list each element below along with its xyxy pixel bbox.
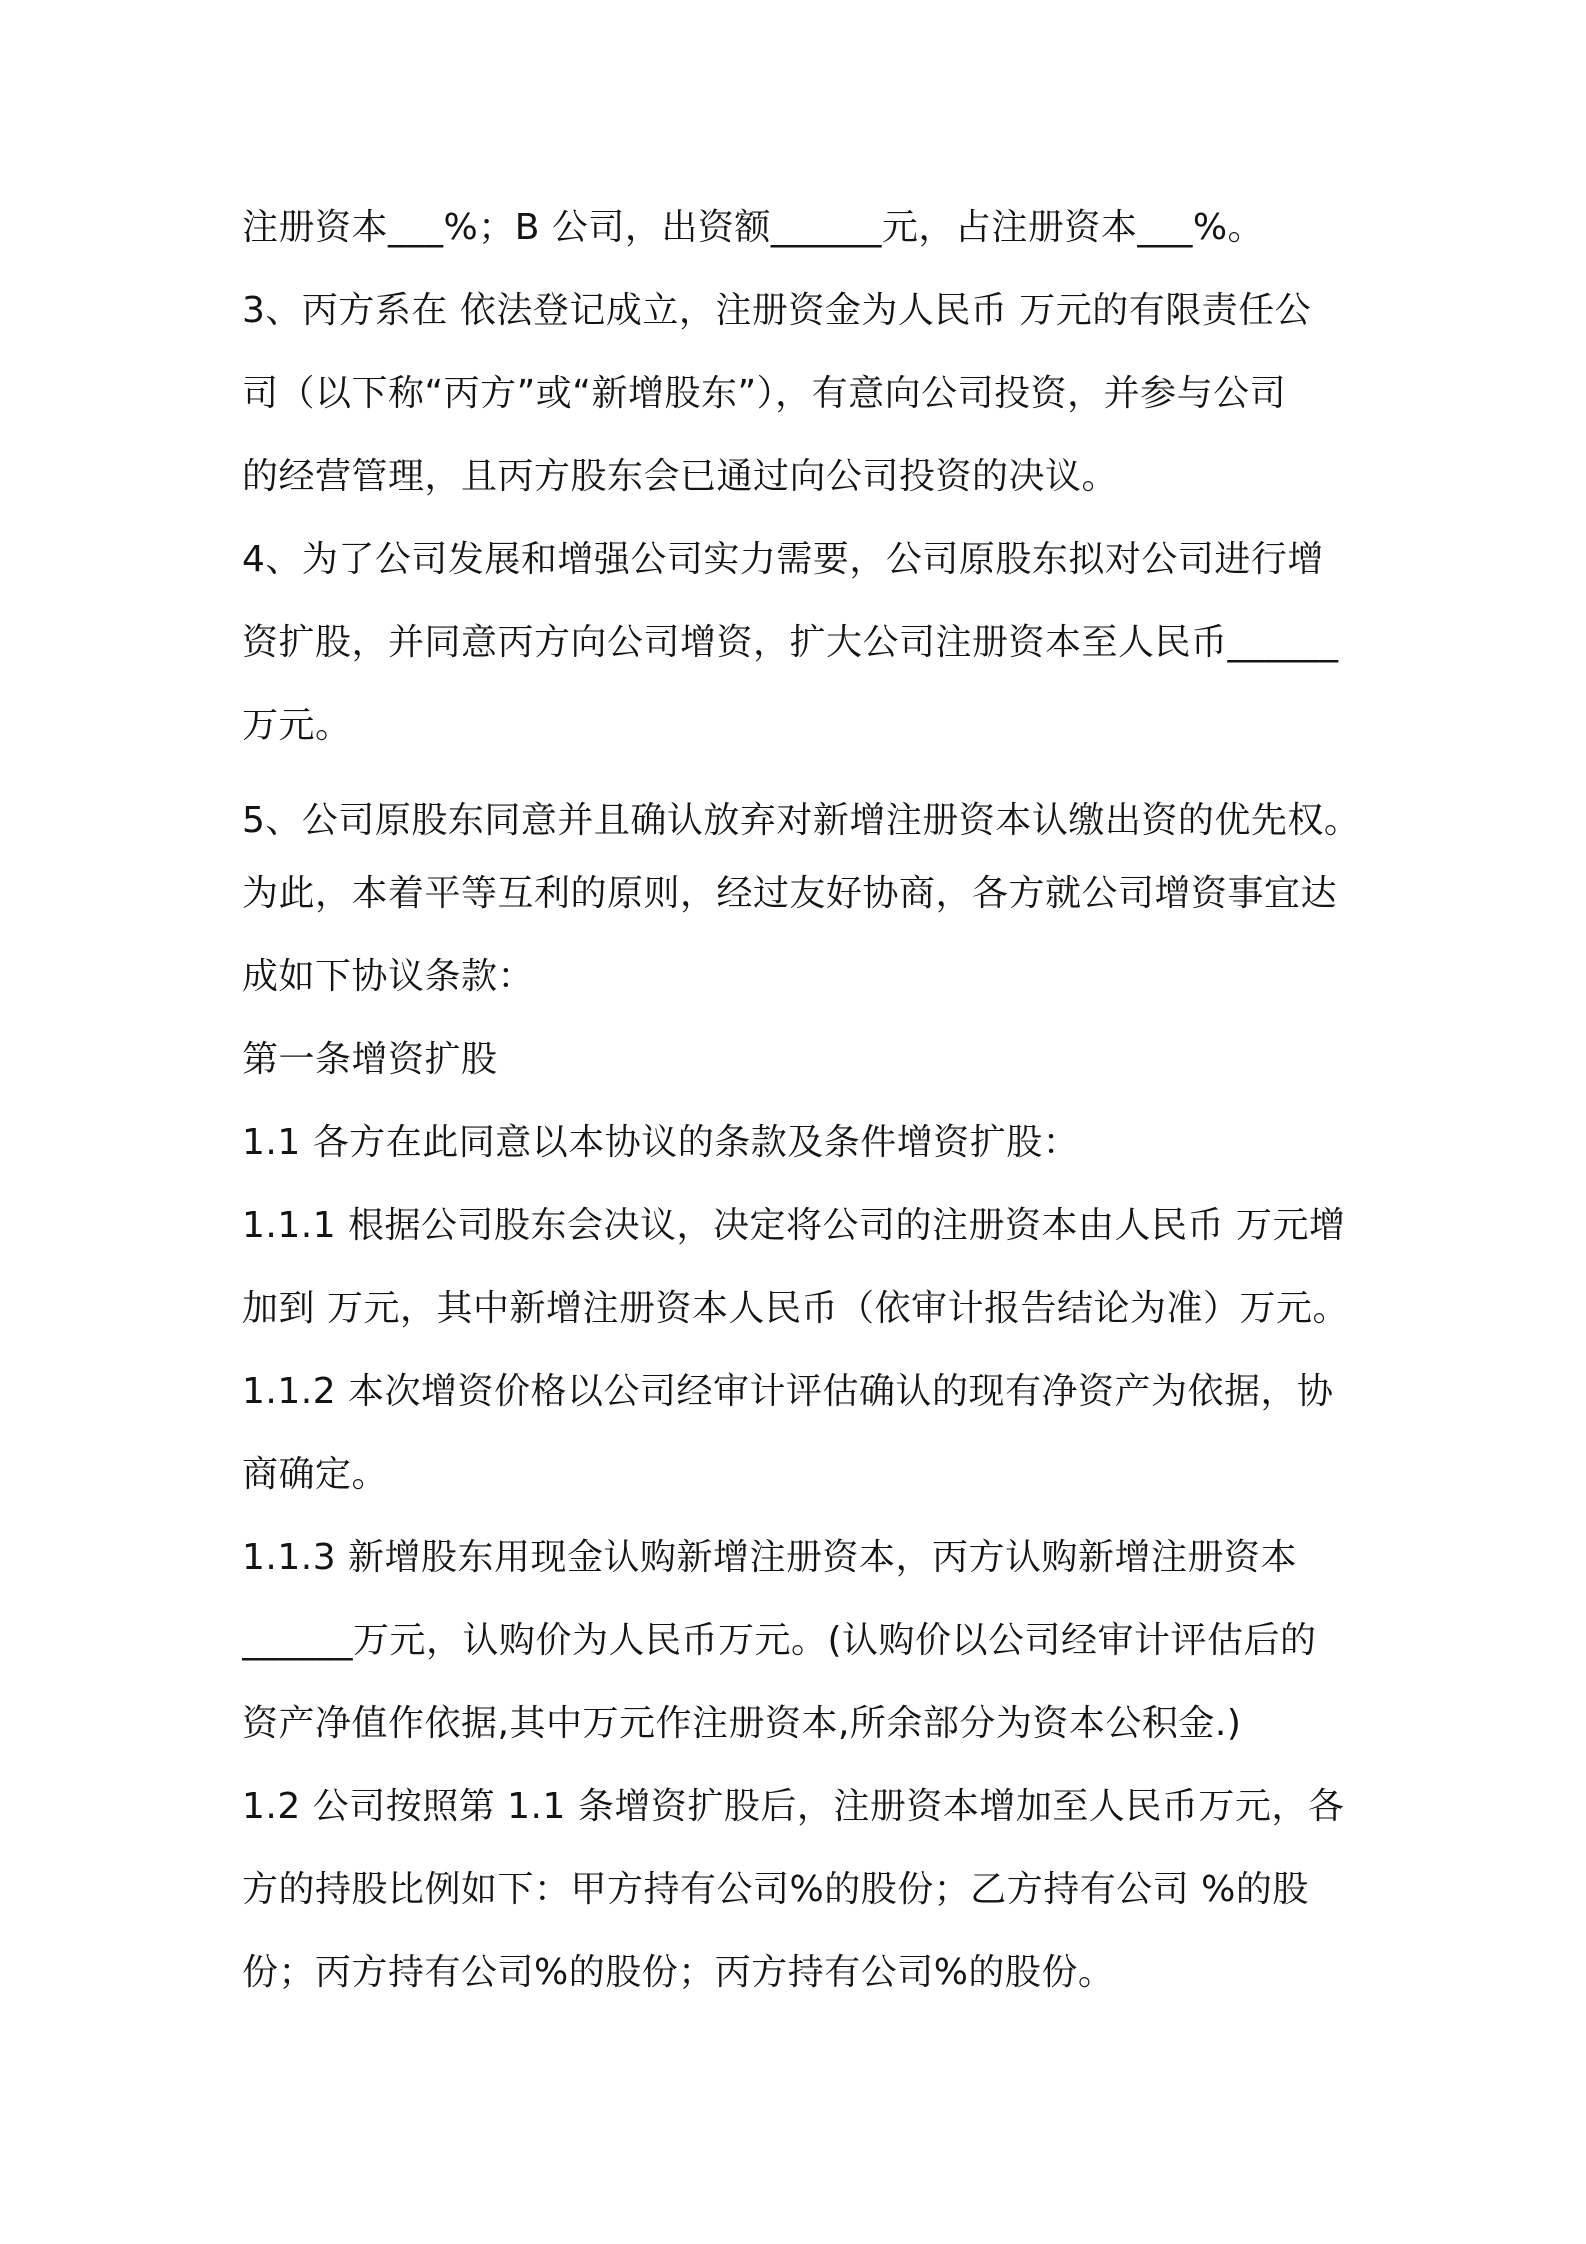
text-line: 5、公司原股东同意并且确认放弃对新增注册资本认缴出资的优先权。 xyxy=(242,800,1361,841)
text-line: 注册资本___%；B 公司，出资额______元，占注册资本___%。 xyxy=(242,207,1265,248)
text-line: 1.1.3 新增股东用现金认购新增注册资本，丙方认购新增注册资本 xyxy=(242,1537,1298,1578)
text-line: 资产净值作依据,其中万元作注册资本,所余部分为资本公积金.) xyxy=(242,1703,1242,1744)
text-line: 的经营管理，且丙方股东会已通过向公司投资的决议。 xyxy=(242,456,1119,497)
text-line: 万元。 xyxy=(242,705,352,746)
text-line: 3、丙方系在 依法登记成立，注册资金为人民币 万元的有限责任公 xyxy=(242,290,1312,331)
text-line: 1.1.2 本次增资价格以公司经审计评估确认的现有净资产为依据，协 xyxy=(242,1371,1334,1412)
text-line: 1.1 各方在此同意以本协议的条款及条件增资扩股： xyxy=(242,1122,1080,1163)
text-line: 1.1.1 根据公司股东会决议，决定将公司的注册资本由人民币 万元增 xyxy=(242,1205,1346,1246)
text-line: ______万元，认购价为人民币万元。(认购价以公司经审计评估后的 xyxy=(242,1620,1317,1661)
text-line: 1.2 公司按照第 1.1 条增资扩股后，注册资本增加至人民币万元，各 xyxy=(242,1786,1345,1827)
section-heading: 第一条增资扩股 xyxy=(242,1039,498,1080)
text-line: 为此，本着平等互利的原则，经过友好协商，各方就公司增资事宜达 xyxy=(242,873,1338,914)
text-line: 商确定。 xyxy=(242,1454,389,1495)
text-line: 资扩股，并同意丙方向公司增资，扩大公司注册资本至人民币______ xyxy=(242,622,1339,663)
text-line: 份；丙方持有公司%的股份；丙方持有公司%的股份。 xyxy=(242,1952,1115,1993)
text-line: 4、为了公司发展和增强公司实力需要，公司原股东拟对公司进行增 xyxy=(242,539,1324,580)
text-line: 司（以下称“丙方”或“新增股东”），有意向公司投资，并参与公司 xyxy=(242,373,1287,414)
text-line: 加到 万元，其中新增注册资本人民币（依审计报告结论为准）万元。 xyxy=(242,1288,1349,1329)
text-line: 方的持股比例如下：甲方持有公司%的股份；乙方持有公司 %的股 xyxy=(242,1869,1309,1910)
text-line: 成如下协议条款： xyxy=(242,956,535,997)
